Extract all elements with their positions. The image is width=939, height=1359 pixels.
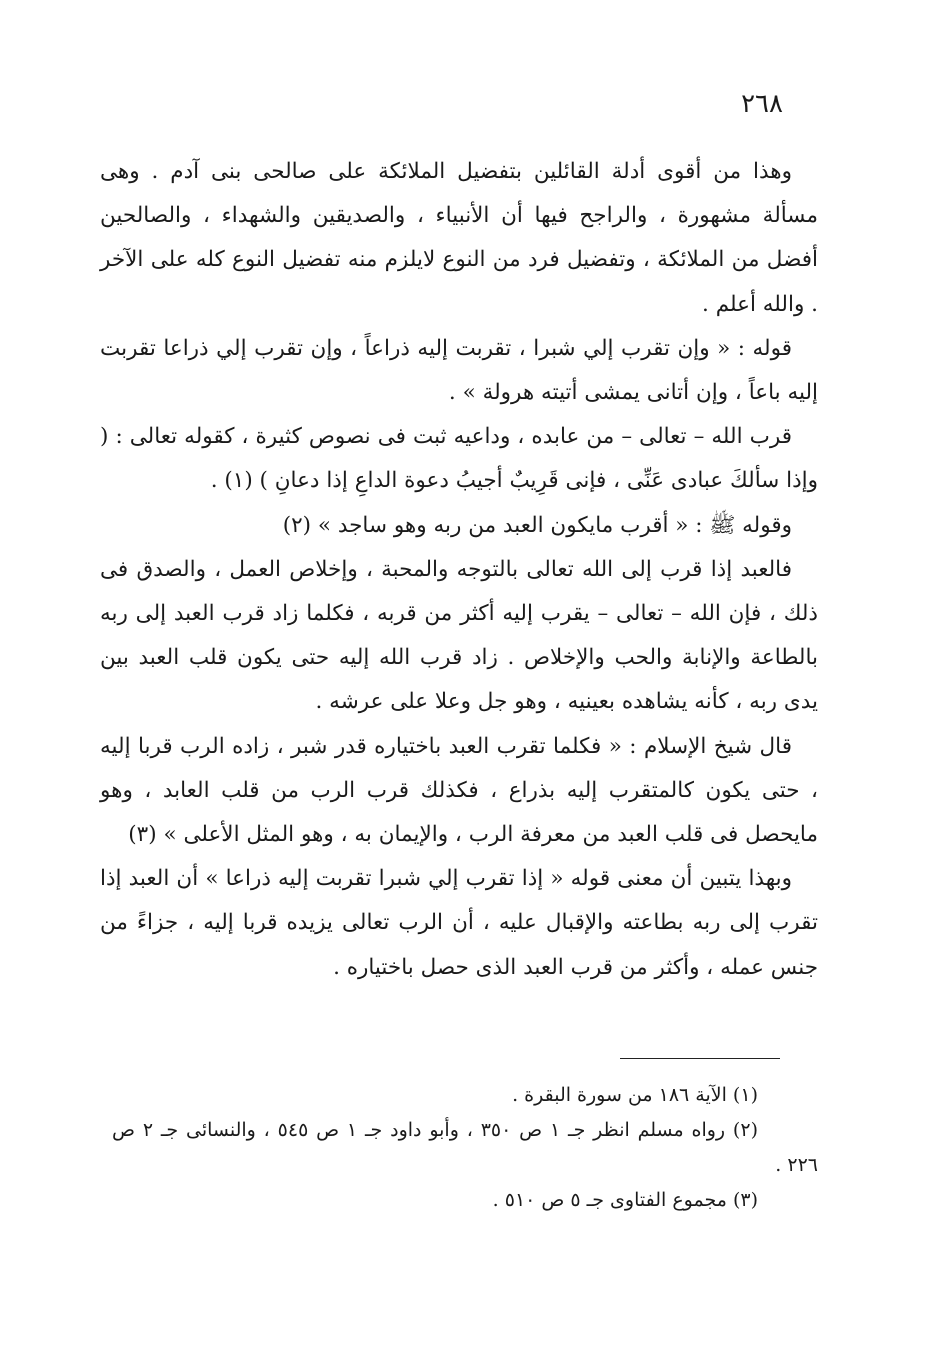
footnote-divider (620, 1058, 780, 1059)
main-text (100, 150, 818, 990)
footnote: (٣) مجموع الفتاوى جـ ٥ ص ٥١٠ . (492, 1189, 758, 1211)
paragraph: قوله : « وإن تقرب إلي شبرا ، تقربت إليه ذراعاً ، وإن تقرب إلي ذراعا تقربت إليه باعاً ، وإن أتانى يمشى أتيته هرولة » . (100, 335, 818, 406)
footnote: (٢) رواه مسلم انظر جـ ١ ص ٣٥٠ ، وأبو داود جـ ١ ص ٥٤٥ ، والنسائى جـ ٢ ص ٢٢٦ . (112, 1119, 818, 1176)
footnote: (١) الآية ١٨٦ من سورة البقرة . (512, 1084, 758, 1106)
paragraph: فالعبد إذا قرب إلى الله تعالى بالتوجه والمحبة ، وإخلاص العمل ، والصدق فى ذلك ، فإن الله – تعالى – يقرب إليه أكثر من قربه ، فكلما زاد قرب العبد إلى ربه بالطاعة والإنابة والحب والإخلاص . زاد قرب الله إليه حتى يكون قلب العبد بين يدى ربه ، كأنه يشاهده بعينيه ، وهو جل وعلا على عرشه . (100, 556, 818, 715)
paragraph: قال شيخ الإسلام : « فكلما تقرب العبد باختياره قدر شبر ، زاده الرب قربا إليه ، حتى يكون كالمتقرب إليه بذراع ، فكذلك قرب الرب من قلب العابد ، وهو مايحصل فى قلب العبد من معرفة الرب ، والإيمان به ، وهو المثل الأعلى » (٣) (100, 733, 818, 848)
footnotes (112, 1078, 818, 1218)
paragraph: وقوله ﷺ : « أقرب مايكون العبد من ربه وهو ساجد » (٢) (282, 512, 792, 538)
page-number: ٢٦٨ (741, 89, 783, 119)
paragraph: قرب الله – تعالى – من عابده ، وداعيه ثبت فى نصوص كثيرة ، كقوله تعالى : ( وإذا سألكَ عبادى عَنِّى ، فإنى قَرِيبٌ أجيبُ دعوة الداعِ إذا دعانِ ) (١) . (100, 424, 818, 494)
paragraph: وبهذا يتبين أن معنى قوله « إذا تقرب إلي شبرا تقربت إليه ذراعا » أن العبد إذا تقرب إلى ربه بطاعته والإقبال عليه ، أن الرب تعالى يزيده قربا إليه ، جزاءً من جنس عمله ، وأكثر من قرب العبد الذى حصل باختياره . (100, 866, 818, 980)
paragraph: وهذا من أقوى أدلة القائلين بتفضيل الملائكة على صالحى بنى آدم . وهى مسألة مشهورة ، والراجح فيها أن الأنبياء ، والصديقين والشهداء ، والصالحين أفضل من الملائكة ، وتفضيل فرد من النوع لايلزم منه تفضيل النوع كله على الآخر . والله أعلم . (100, 159, 818, 317)
